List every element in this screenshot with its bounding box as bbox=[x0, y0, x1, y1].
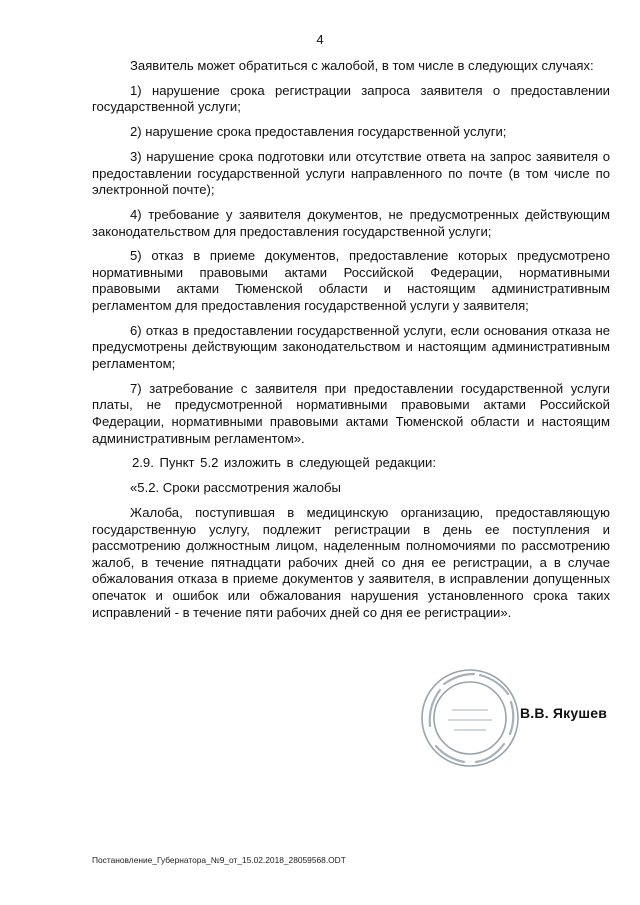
page-number: 4 bbox=[316, 32, 324, 47]
paragraph-item-4: 4) требование у заявителя документов, не предусмотренных действующим законодательством для предоставления государственной услуги; bbox=[92, 206, 610, 239]
paragraph-item-5: 5) отказ в приеме документов, предоставление которых предусмотрено нормативными правовыми актами Российской Федерации, нормативными правовыми актами Тюменской области и настоящим административным регламентом для предоставления государственной услуги у заявителя; bbox=[92, 248, 610, 314]
paragraph-clause-2-9: 2.9. Пункт 5.2 изложить в следующей редакции: bbox=[132, 455, 436, 471]
paragraph-section-5-2-body: Жалоба, поступившая в медицинскую организацию, предоставляющую государственную услугу, подлежит регистрации в день ее поступления и рассмотрению должностным лицом, наделенным полномочиями по рассмотрению жалоб, в течение пятнадцати рабочих дней со дня ее регистрации, а в случае обжалования отказа в приеме документов у заявителя, в исправлении допущенных опечаток и ошибок или обжалования нарушения установленного срока таких исправлений - в течение пяти рабочих дней со дня ее регистрации». bbox=[92, 504, 610, 620]
paragraph-section-5-2-title: «5.2. Сроки рассмотрения жалобы bbox=[130, 480, 341, 496]
paragraph-item-6: 6) отказ в предоставлении государственной услуги, если основания отказа не предусмотрены действующим законодательством и настоящим административным регламентом; bbox=[92, 322, 610, 372]
paragraph-item-2: 2) нарушение срока предоставления государственной услуги; bbox=[130, 124, 507, 140]
signatory-name: В.В. Якушев bbox=[520, 705, 608, 721]
footer-filename: Постановление_Губернатора_№9_от_15.02.2018_28059568.ODT bbox=[92, 855, 346, 865]
official-seal-icon bbox=[418, 666, 522, 770]
paragraph-item-7: 7) затребование с заявителя при предоставлении государственной услуги платы, не предусмотренной нормативными правовыми актами Российской Федерации, нормативными правовыми актами Тюменской области и настоящим административным регламентом». bbox=[92, 380, 610, 446]
paragraph-intro: Заявитель может обратиться с жалобой, в том числе в следующих случаях: bbox=[130, 58, 594, 73]
paragraph-item-3: 3) нарушение срока подготовки или отсутствие ответа на запрос заявителя о предоставлении государственной услуги направленного по почте (в том числе по электронной почте); bbox=[92, 148, 610, 198]
paragraph-item-1: 1) нарушение срока регистрации запроса заявителя о предоставлении государственной услуги; bbox=[92, 82, 610, 115]
document-body bbox=[92, 58, 610, 629]
